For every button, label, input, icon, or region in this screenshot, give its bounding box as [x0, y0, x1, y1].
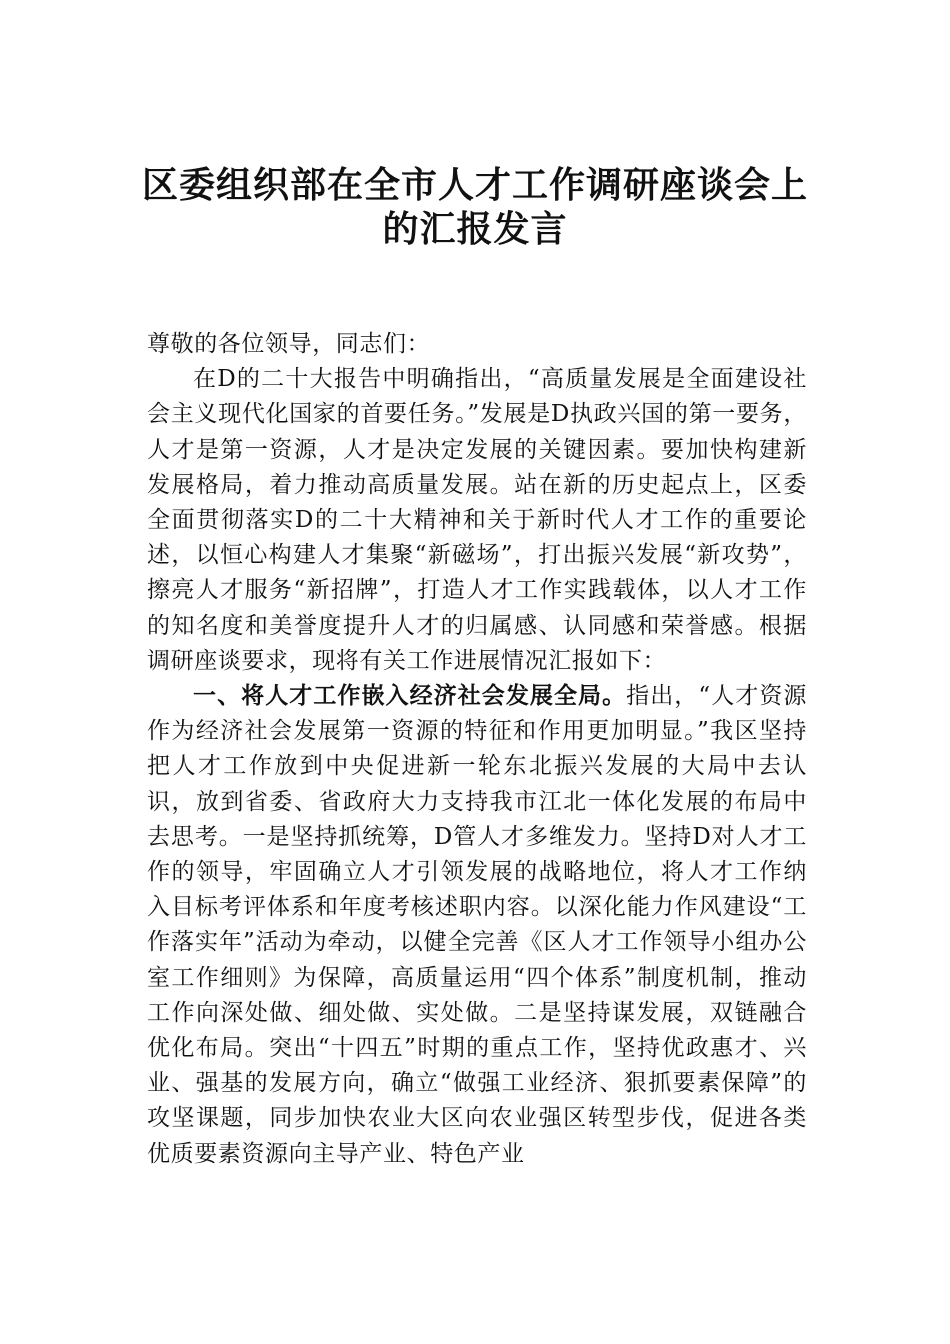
salutation: 尊敬的各位领导，同志们：	[147, 331, 431, 357]
section-1-text: 指出，“人才资源作为经济社会发展第一资源的特征和作用更加明显。”我区坚持把人才工作放到中央促进新一轮东北振兴发展的大局中去认识，放到省委、省政府大力支持我市江北一体化发展的布局中去思考。一是坚持抓统筹，D管人才多维发力。坚持D对人才工作的领导，牢固确立人才引领发展的战略地位，将人才工作纳入目标考评体系和年度考核述职内容。以深化能力作风建设“工作落实年”活动为牵动，以健全完善《区人才工作领导小组办公室工作细则》为保障，高质量运用“四个体系”制度机制，推动工作向深处做、细处做、实处做。二是坚持谋发展，双链融合优化布局。突出“十四五”时期的重点工作，坚持优政惠才、兴业、强基的发展方向，确立“做强工业经济、狠抓要素保障”的攻坚课题，同步加快农业大区向农业强区转型步伐，促进各类优质要素资源向主导产业、特色产业	[147, 683, 807, 1167]
section-1-heading: 一、将人才工作嵌入经济社会发展全局。	[193, 683, 627, 710]
document-title-line-2: 的汇报发言	[382, 209, 568, 250]
paragraph-section-1	[147, 679, 807, 1172]
paragraph-intro: 在D的二十大报告中明确指出，“高质量发展是全面建设社会主义现代化国家的首要任务。”发展是D执政兴国的第一要务，人才是第一资源，人才是决定发展的关键因素。要加快构建新发展格局，着力推动高质量发展。站在新的历史起点上，区委全面贯彻落实D的二十大精神和关于新时代人才工作的重要论述，以恒心构建人才集聚“新磁场”，打出振兴发展“新攻势”，擦亮人才服务“新招牌”，打造人才工作实践载体，以人才工作的知名度和美誉度提升人才的归属感、认同感和荣誉感。根据调研座谈要求，现将有关工作进展情况汇报如下：	[147, 366, 807, 674]
document-body	[147, 327, 807, 1172]
document-title-line-1: 区委组织部在全市人才工作调研座谈会上	[141, 165, 808, 206]
